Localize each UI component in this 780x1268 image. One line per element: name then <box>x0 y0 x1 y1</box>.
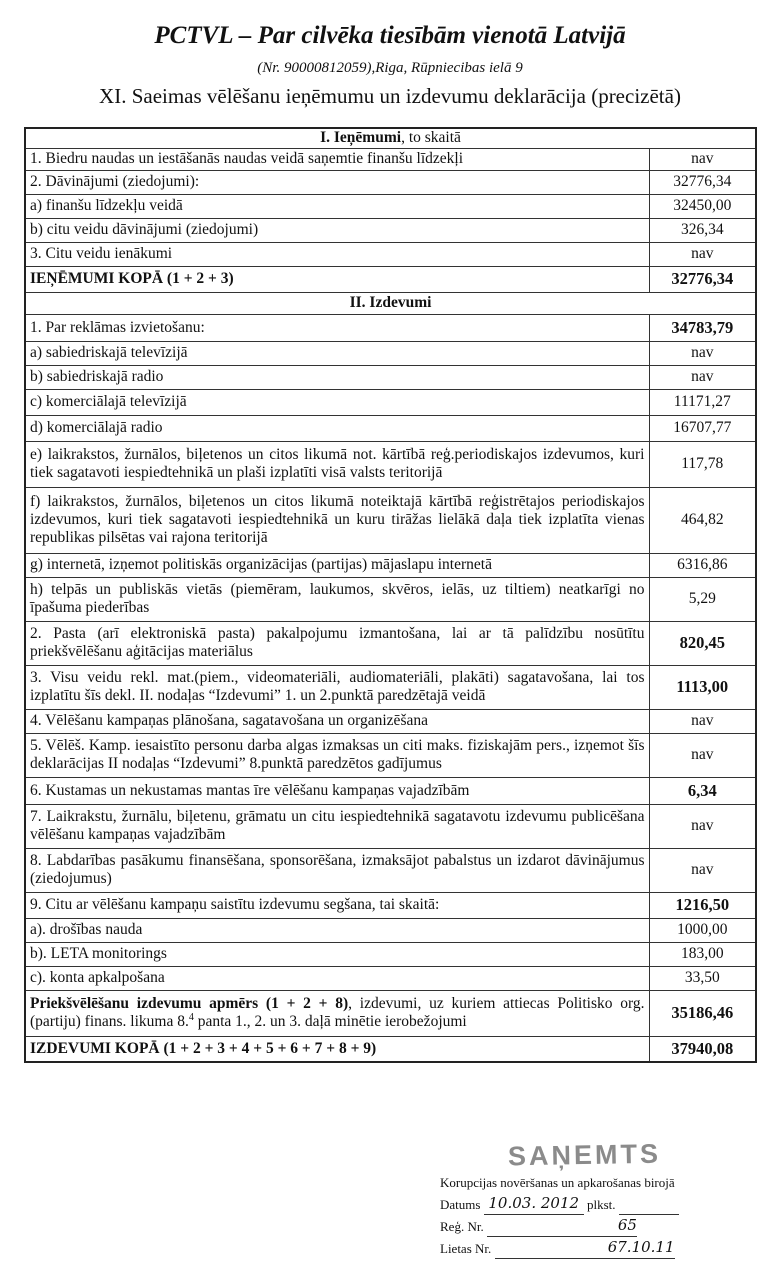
income-row <box>25 170 756 194</box>
expense-row-label: 3. Visu veidu rekl. mat.(piem., videomateriāli, audiomateriāli, plakāti) sagatavošana, lai tos izplatītu šīs dekl. II. nodaļas “Izdevumi” 1. un 2.punktā paredzētajā veidā <box>25 665 649 709</box>
stamp-case-value: 67.10.11 <box>495 1237 675 1259</box>
expense-row <box>25 441 756 487</box>
expense-row-label: c) komerciālajā televīzijā <box>25 389 649 415</box>
expense-row-value: 820,45 <box>649 621 756 665</box>
expense-row-label: b) sabiedriskajā radio <box>25 365 649 389</box>
expense-row-label: e) laikrakstos, žurnālos, biļetenos un citos likumā not. kārtībā reģ.periodiskajos izdevumos, kuri tiek sagatavoti iespiedtehnikā un plaši izplatīti visā valsts teritorijā <box>25 441 649 487</box>
income-section-title-cell <box>25 128 756 148</box>
expense-row <box>25 341 756 365</box>
expenses-section-title: II. Izdevumi <box>25 292 756 314</box>
expense-row <box>25 942 756 966</box>
expense-row-value: 33,50 <box>649 966 756 990</box>
expenses-total-row-value: 37940,08 <box>649 1036 756 1062</box>
expenses-total-row-label: IZDEVUMI KOPĀ (1 + 2 + 3 + 4 + 5 + 6 + 7 + 8 + 9) <box>25 1036 649 1062</box>
pre-election-label-b: panta 1., 2. un 3. daļā minētie ierobežojumi <box>193 1013 467 1030</box>
expenses-total-row <box>25 1036 756 1062</box>
expense-row-value: 117,78 <box>649 441 756 487</box>
expense-row-value: nav <box>649 848 756 892</box>
income-row-label: 3. Citu veidu ienākumi <box>25 242 649 266</box>
income-row-label: 2. Dāvinājumi (ziedojumi): <box>25 170 649 194</box>
expense-row-label: h) telpās un publiskās vietās (piemēram, laukumos, skvēros, ielās, uz tiltiem) neatkarīgi no īpašuma piederības <box>25 577 649 621</box>
expense-row-value: nav <box>649 733 756 777</box>
income-section-header <box>25 128 756 148</box>
pre-election-value: 35186,46 <box>649 990 756 1036</box>
registration-stamp-block <box>440 1172 760 1259</box>
expense-row-label: g) internetā, izņemot politiskās organizācijas (partijas) mājaslapu internetā <box>25 553 649 577</box>
expense-row <box>25 389 756 415</box>
stamp-case-label: Lietas Nr. <box>440 1241 492 1256</box>
stamp-reg-value: 65 <box>487 1215 637 1237</box>
pre-election-label-bold: Priekšvēlēšanu izdevumu apmērs (1 + 2 + 8) <box>30 995 349 1012</box>
stamp-time-label: plkst. <box>586 1197 616 1212</box>
expense-row-value: 34783,79 <box>649 314 756 341</box>
stamp-date-row <box>440 1193 760 1215</box>
expense-row <box>25 487 756 553</box>
income-row-value: nav <box>649 148 756 170</box>
expense-row <box>25 314 756 341</box>
expense-row-value: nav <box>649 804 756 848</box>
expense-row <box>25 577 756 621</box>
org-name: PCTVL – Par cilvēka tiesībām vienotā Latvijā <box>154 22 626 49</box>
expense-row <box>25 892 756 918</box>
expense-row-label: 9. Citu ar vēlēšanu kampaņu saistītu izdevumu segšana, tai skaitā: <box>25 892 649 918</box>
stamp-reg-label: Reģ. Nr. <box>440 1219 484 1234</box>
expense-row-label: 1. Par reklāmas izvietošanu: <box>25 314 649 341</box>
expense-row-value: 1000,00 <box>649 918 756 942</box>
expense-row-label: 6. Kustamas un nekustamas mantas īre vēlēšanu kampaņas vajadzībām <box>25 777 649 804</box>
expense-row <box>25 777 756 804</box>
expense-row <box>25 709 756 733</box>
expense-row-label: 8. Labdarības pasākumu finansēšana, sponsorēšana, izmaksājot pabalstus un izdarot dāvinājumus (ziedojumus) <box>25 848 649 892</box>
expense-row <box>25 365 756 389</box>
income-row-value: 32776,34 <box>649 170 756 194</box>
pre-election-row <box>25 990 756 1036</box>
income-total-row-label: IEŅĒMUMI KOPĀ (1 + 2 + 3) <box>25 266 649 292</box>
expense-row-label: 2. Pasta (arī elektroniskā pasta) pakalpojumu izmantošana, lai ar tā palīdzību nosūtītu priekšvēlēšanu aģitācijas materiālus <box>25 621 649 665</box>
income-row-value: 326,34 <box>649 218 756 242</box>
expense-row <box>25 733 756 777</box>
expense-row-label: 5. Vēlēš. Kamp. iesaistīto personu darba algas izmaksas un citi maks. fiziskajām pers., izņemot šīs deklarācijas II nodaļas “Izdevumi” 8.punktā paredzētos gadījumus <box>25 733 649 777</box>
expense-row-value: 464,82 <box>649 487 756 553</box>
expense-row-value: 183,00 <box>649 942 756 966</box>
expense-row-label: b). LETA monitorings <box>25 942 649 966</box>
expense-row-value: 6316,86 <box>649 553 756 577</box>
expense-row-label: a) sabiedriskajā televīzijā <box>25 341 649 365</box>
pre-election-label-a: , izdevumi, uz kuriem attiecas Politisko org. (partiju) finans. likuma 8. <box>30 995 645 1030</box>
income-row <box>25 148 756 170</box>
expense-row <box>25 966 756 990</box>
expense-row-label: c). konta apkalpošana <box>25 966 649 990</box>
expense-row-value: 5,29 <box>649 577 756 621</box>
expense-row <box>25 553 756 577</box>
income-total-row <box>25 266 756 292</box>
expense-row-value: nav <box>649 365 756 389</box>
expense-row-value: nav <box>649 709 756 733</box>
expense-row-value: 1113,00 <box>649 665 756 709</box>
income-row-value: nav <box>649 242 756 266</box>
expense-row-label: 7. Laikrakstu, žurnālu, biļetenu, grāmatu un citu iespiedtehnikā sagatavotu izdevumu publicēšana vēlēšanu kampaņas vajadzībām <box>25 804 649 848</box>
declaration-table-body <box>25 128 756 1062</box>
expense-row <box>25 621 756 665</box>
income-row-label: a) finanšu līdzekļu veidā <box>25 194 649 218</box>
expense-row-value: nav <box>649 341 756 365</box>
expense-row <box>25 918 756 942</box>
income-row <box>25 194 756 218</box>
expense-row-value: 11171,27 <box>649 389 756 415</box>
income-row <box>25 242 756 266</box>
pre-election-sup: 4 <box>188 1011 194 1023</box>
stamp-reg-row <box>440 1215 760 1237</box>
income-row-value: 32450,00 <box>649 194 756 218</box>
expense-row-label: 4. Vēlēšanu kampaņas plānošana, sagatavošana un organizēšana <box>25 709 649 733</box>
expense-row-label: d) komerciālajā radio <box>25 415 649 441</box>
income-section-suffix: , to skaitā <box>401 129 461 147</box>
expense-row <box>25 665 756 709</box>
income-row-label: b) citu veidu dāvinājumi (ziedojumi) <box>25 218 649 242</box>
expense-row-label: a). drošības nauda <box>25 918 649 942</box>
expense-row <box>25 415 756 441</box>
stamp-office: Korupcijas novēršanas un apkarošanas birojā <box>440 1175 675 1190</box>
document-title: XI. Saeimas vēlēšanu ieņēmumu un izdevumu deklarācija (precizētā) <box>99 84 681 108</box>
expense-row-value: 1216,50 <box>649 892 756 918</box>
org-address: (Nr. 90000812059),Riga, Rūpniecibas ielā 9 <box>257 60 523 76</box>
expense-row-label: f) laikrakstos, žurnālos, biļetenos un citos likumā noteiktajā kārtībā reģistrētajos periodiskajos izdevumos, kuri tiek sagatavoti iespiedtehnikā un kuru tirāžas lielākā daļa tiek izplatīta vienas republikas pilsētas vai rajona teritorijā <box>25 487 649 553</box>
stamp-date-value: 10.03. 2012 <box>484 1193 584 1215</box>
expense-row-value: 6,34 <box>649 777 756 804</box>
income-section-title: I. Ieņēmumi <box>320 129 402 147</box>
stamp-date-label: Datums <box>440 1197 481 1212</box>
expenses-section-header <box>25 292 756 314</box>
expense-row <box>25 848 756 892</box>
declaration-table <box>24 127 757 1063</box>
income-row-label: 1. Biedru naudas un iestāšanās naudas veidā saņemtie finanšu līdzekļi <box>25 148 649 170</box>
expense-row-value: 16707,77 <box>649 415 756 441</box>
income-total-row-value: 32776,34 <box>649 266 756 292</box>
income-row <box>25 218 756 242</box>
pre-election-label <box>25 990 649 1036</box>
stamp-case-row <box>440 1237 760 1259</box>
expense-row <box>25 804 756 848</box>
received-stamp: SAŅEMTS <box>507 1138 662 1172</box>
